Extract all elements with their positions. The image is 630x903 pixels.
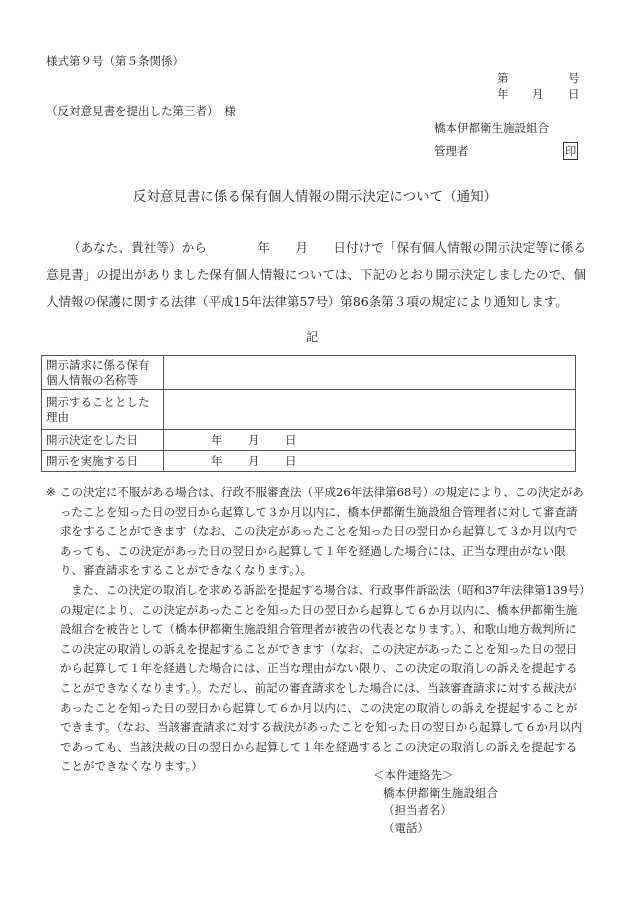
contact-phone: （電話） xyxy=(383,820,429,835)
table-row xyxy=(42,430,576,451)
doc-number-suffix: 号 xyxy=(568,71,580,85)
row-label: 開示決定をした日 xyxy=(42,430,164,451)
day-label: 日 xyxy=(285,432,297,447)
row-date xyxy=(164,430,576,451)
row-label: 開示請求に係る保有個人情報の名称等 xyxy=(42,356,164,390)
contact-block xyxy=(373,767,498,837)
table-row xyxy=(42,390,576,430)
month-label: 月 xyxy=(248,453,260,468)
day-label: 日 xyxy=(285,453,297,468)
contact-heading: ＜本件連絡先＞ xyxy=(373,768,454,782)
row-label: 開示することとした理由 xyxy=(42,390,164,430)
row-date xyxy=(164,451,576,472)
seal-stamp: 印 xyxy=(564,144,577,158)
row-label: 開示を実施する日 xyxy=(42,451,164,472)
contact-person: （担当者名） xyxy=(383,803,452,817)
row-value xyxy=(164,390,576,430)
body-paragraph: （あなた、貴社等）から 年 月 日付けで「保有個人情報の開示決定等に係る意見書」の提出がありました保有個人情報については、下記のとおり開示決定しましたので、個人情報の保護に関する法律（平成15年法律第57号）第86条第３項の規定により通知します。 xyxy=(46,240,586,309)
date-month: 月 xyxy=(532,87,544,101)
date-year: 年 xyxy=(497,87,509,101)
note-paragraph-appeal: この決定に不服がある場合は、行政不服審査法（平成26年法律第68号）の規定により、この決定があったことを知った日の翌日から起算して３か月以内に、橋本伊都衛生施設組合管理者に対して審査請求をすることができます（なお、この決定があったことを知った日の翌日から起算して３か月以内であっても、この決定があった日の翌日から起算して１年を経過した場合には、正当な理由がない限り、審査請求をすることができなくなります。）。 xyxy=(60,485,584,578)
month-label: 月 xyxy=(248,432,260,447)
recipient: （反対意見書を提出した第三者） 様 xyxy=(46,104,236,118)
contact-org: 橋本伊都衛生施設組合 xyxy=(383,785,498,800)
ki-heading: 記 xyxy=(306,330,319,344)
document-title: 反対意見書に係る保有個人情報の開示決定について（通知） xyxy=(132,189,498,205)
table-row xyxy=(42,356,576,390)
sender-org: 橋本伊都衛生施設組合 xyxy=(434,121,549,135)
row-value xyxy=(164,356,576,390)
table-row xyxy=(42,451,576,472)
disclosure-table xyxy=(41,355,576,472)
note-mark: ※ xyxy=(46,485,56,499)
date-day: 日 xyxy=(568,87,580,101)
note-paragraph-lawsuit: また、この決定の取消しを求める訴訟を提起する場合は、行政事件訴訟法（昭和37年法律第139号）の規定により、この決定があったことを知った日の翌日から起算して６か月以内に、橋本伊都衛生施設組合を被告として（橋本伊都衛生施設組合管理者が被告の代表となります。）、和歌山地方裁判所にこの決定の取消しの訴えを提起することができます（なお、この決定があったことを知った日の翌日から起算して１年を経過した場合には、正当な理由がない限り、この決定の取消しの訴えを提起することができなくなります。）。ただし、前記の審査請求をした場合には、当該審査請求に対する裁決があったことを知った日の翌日から起算して６か月以内に、この決定の取消しの訴えを提起することができます。（なお、当該審査請求に対する裁決があったことを知った日の翌日から起算して６か月以内であっても、当該決裁の日の翌日から起算して１年を経過するとこの決定の取消しの訴えを提起することができなくなります。） xyxy=(60,582,585,774)
notes-section xyxy=(46,483,586,777)
year-label: 年 xyxy=(211,453,223,468)
sender-role: 管理者 xyxy=(434,144,469,158)
year-label: 年 xyxy=(211,432,223,447)
doc-number-prefix: 第 xyxy=(497,71,509,85)
form-reference: 様式第９号（第５条関係） xyxy=(46,54,184,68)
